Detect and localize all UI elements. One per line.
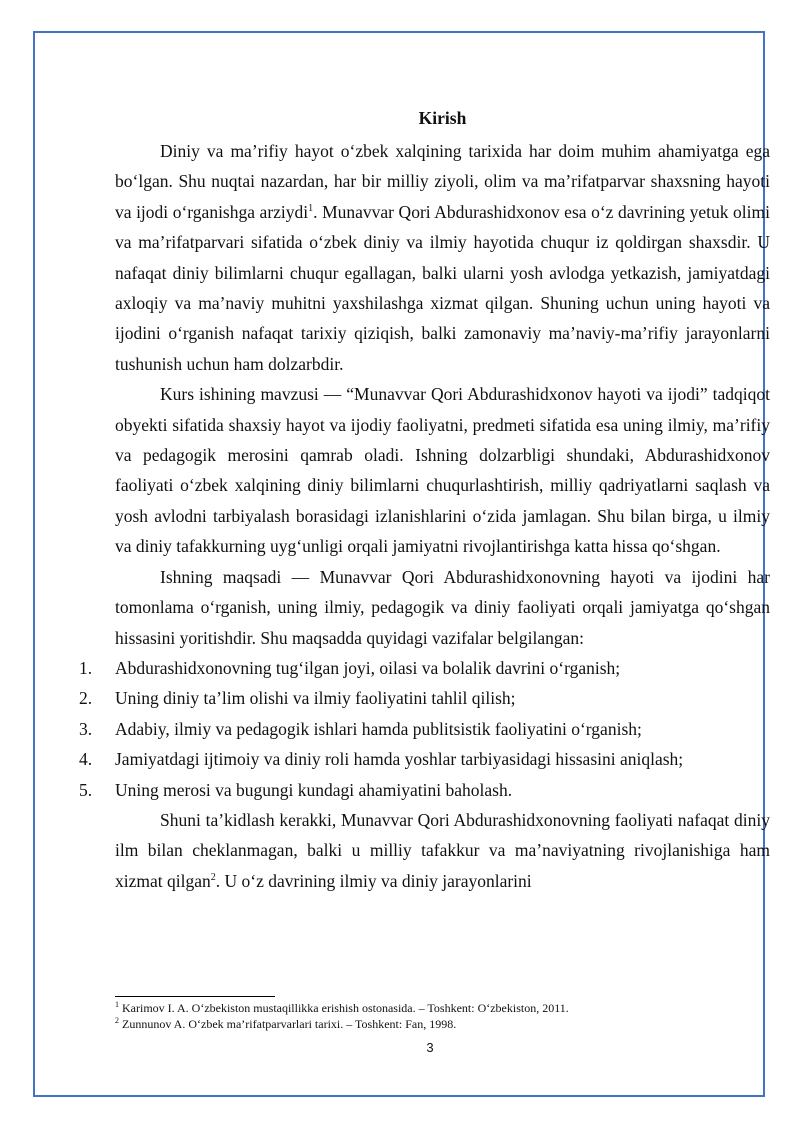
paragraph-text: Shuni ta’kidlash kerakki, Munavvar Qori Abdurashidxonovning faoliyati nafaqat diniy ilm bilan cheklanmagan, balki u milliy tafakkur va ma’naviyatning rivojlanishiga ham xizmat qilgan [115, 809, 770, 891]
paragraph-text: . Munavvar Qori Abdurashidxonov esa o‘z davrining yetuk olimi va ma’rifatparvari sifatida o‘zbek diniy va ilmiy hayotida chuqur iz qoldirgan shaxsdir. U nafaqat diniy bilimlarni chuqur egallagan, balki ularni yosh avlodga yetkazish, jamiyatdagi axloqiy va ma’naviy muhitni yaxshilashga xizmat qilgan. Shuning uchun uning hayoti va ijodini o‘rganish nafaqat tarixiy qiziqish, balki zamonaviy ma’naviy-ma’rifiy jarayonlarni tushunish uchun ham dolzarbdir. [115, 201, 770, 374]
list-item-text: Adabiy, ilmiy va pedagogik ishlari hamda publitsistik faoliyatini o‘rganish; [115, 718, 642, 739]
task-list [79, 653, 770, 805]
paragraph-text: Diniy va ma’rifiy hayot o‘zbek xalqining tarixida har doim muhim ahamiyatga ega bo‘lgan. Shu nuqtai nazardan, har bir milliy ziyoli, olim va ma’rifatparvar shaxsning hayoti va ijodi o‘rganishga arziydi [115, 141, 770, 222]
paragraph-text: . U o‘z davrining ilmiy va diniy jarayonlarini [215, 870, 532, 891]
section-heading: Kirish [418, 108, 467, 128]
intro-paragraph-2: Kurs ishining mavzusi — “Munavvar Qori Abdurashidxonov hayoti va ijodi” tadqiqot obyekti sifatida shaxsiy hayot va ijodiy faoliyatni, predmeti sifatida esa uning ilmiy, ma’rifiy va pedagogik merosini qamrab oladi. Ishning dolzarbligi shundaki, Abdurashidxonov faoliyati o‘zbek xalqining diniy bilimlarni chuqurlashtirish, milliy qadriyatlarni saqlash va yosh avlodni tarbiyalash borasidagi izlanishlarini o‘zida jamlagan. Shu bilan birga, u ilmiy va diniy tafakkurning uyg‘unligi orqali jamiyatni rivojlantirishga katta hissa qo‘shgan. [115, 384, 770, 557]
footnote-ref-1[interactable]: 1 [308, 202, 314, 214]
list-item [79, 744, 770, 774]
footnote-1 [115, 1000, 765, 1016]
list-item [79, 775, 770, 805]
list-item [79, 714, 770, 744]
footnote-mark: 1 [115, 1000, 119, 1009]
list-number: 2. [79, 688, 93, 709]
intro-paragraph-1 [115, 136, 770, 379]
intro-paragraph-4 [115, 805, 770, 896]
list-number: 1. [79, 657, 93, 678]
list-item-text: Uning diniy ta’lim olishi va ilmiy faoliyatini tahlil qilish; [115, 688, 516, 709]
footnote-text: Zunnunov A. O‘zbek ma’rifatparvarlari tarixi. – Toshkent: Fan, 1998. [119, 1017, 457, 1031]
footnote-mark: 2 [115, 1016, 119, 1025]
intro-paragraph-3: Ishning maqsadi — Munavvar Qori Abdurashidxonovning hayoti va ijodini har tomonlama o‘rganish, uning ilmiy, pedagogik va diniy faoliyati orqali jamiyatga qo‘shgan hissasini yoritishdir. Shu maqsadda quyidagi vazifalar belgilangan: [115, 566, 770, 648]
list-number: 3. [79, 718, 93, 739]
footnotes [115, 1000, 765, 1032]
footnote-text: Karimov I. A. O‘zbekiston mustaqillikka erishish ostonasida. – Toshkent: O‘zbekiston, 2011. [119, 1001, 569, 1015]
list-number: 5. [79, 779, 93, 800]
list-item [79, 683, 770, 713]
list-number: 4. [79, 749, 93, 770]
document-body [79, 103, 770, 896]
footnote-separator [115, 996, 275, 997]
page-number: 3 [426, 1040, 434, 1055]
footnote-ref-2[interactable]: 2 [210, 871, 216, 883]
list-item-text: Jamiyatdagi ijtimoiy va diniy roli hamda yoshlar tarbiyasidagi hissasini aniqlash; [115, 749, 684, 770]
footnote-2 [115, 1016, 765, 1032]
list-item-text: Abdurashidxonovning tug‘ilgan joyi, oilasi va bolalik davrini o‘rganish; [115, 657, 621, 678]
list-item-text: Uning merosi va bugungi kundagi ahamiyatini baholash. [115, 779, 513, 800]
list-item [79, 653, 770, 683]
